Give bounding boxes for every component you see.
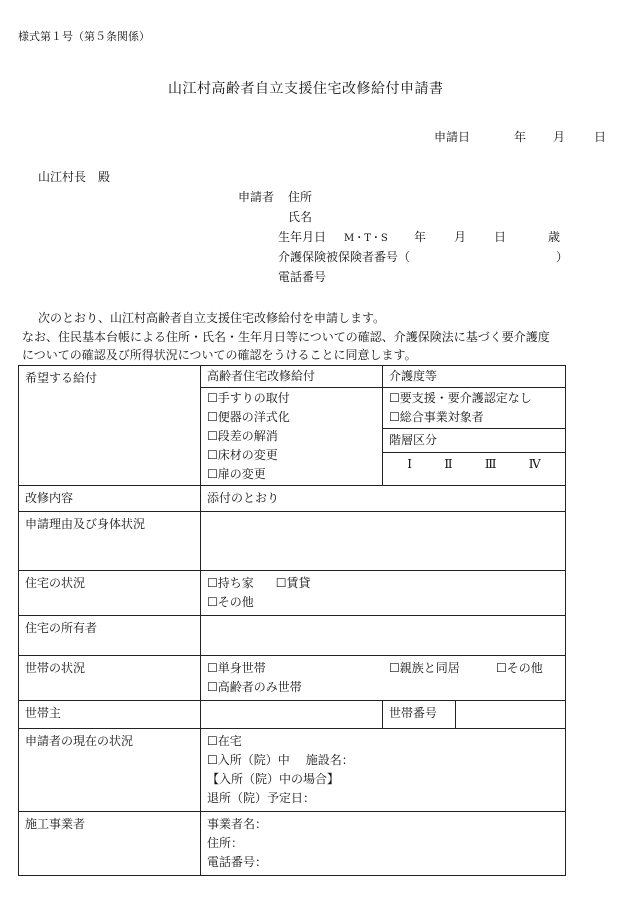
contractor-details: [201, 812, 566, 876]
owner-label: 住宅の所有者: [19, 616, 201, 656]
head-number-value[interactable]: [456, 701, 566, 729]
applicant-age: 歳: [548, 230, 561, 244]
table-row: [19, 812, 566, 876]
addressee: 山江村長 殿: [38, 170, 111, 184]
tier-1: Ⅰ: [407, 457, 412, 471]
current-home-checkbox[interactable]: ☐在宅: [207, 734, 242, 748]
care-list: [383, 388, 565, 429]
applicant-era: M・T・S: [344, 233, 388, 244]
list-item: ☐要支援・要介護認定なし: [389, 391, 532, 405]
table-row: [19, 729, 566, 812]
household-family-checkbox[interactable]: ☐親族と同居: [389, 661, 460, 675]
tier-options: [383, 453, 565, 474]
date-year: 年: [514, 130, 527, 144]
housing-options: [201, 571, 566, 616]
intro-line-3: についての確認及び所得状況についての確認をうけることに同意します。: [22, 348, 417, 362]
insurance-number-label: 介護保険被保険者番号（: [278, 250, 411, 264]
head-number-label: 世帯番号: [383, 701, 456, 729]
head-value[interactable]: [201, 701, 383, 729]
household-label: 世帯の状況: [19, 656, 201, 701]
table-row: [19, 366, 566, 486]
table-row: [19, 656, 566, 701]
head-label: 世帯主: [19, 701, 201, 729]
owner-value[interactable]: [201, 616, 566, 656]
table-row: [19, 616, 566, 656]
contractor-phone-label: 電話番号：: [207, 855, 268, 869]
applicant-phone: 電話番号: [278, 270, 327, 284]
household-single-checkbox[interactable]: ☐単身世帯: [207, 661, 266, 675]
care-header: 介護度等: [383, 366, 565, 388]
household-elderly-checkbox[interactable]: ☐高齢者のみ世帯: [207, 680, 302, 694]
care-cell: [383, 366, 566, 486]
list-item: ☐手すりの取付: [207, 391, 290, 405]
institution-case-note: 【入所（院）中の場合】: [207, 772, 340, 786]
date-day: 日: [594, 130, 607, 144]
intro-line-2: なお、住民基本台帳による住所・氏名・生年月日等についての確認、介護保険法に基づく要介護度: [22, 330, 550, 344]
date-label: 申請日: [434, 130, 471, 144]
housing-rent-checkbox[interactable]: ☐賃貸: [275, 576, 311, 590]
list-item: ☐扉の変更: [207, 467, 266, 481]
contractor-label: 施工事業者: [19, 812, 201, 876]
page-title: 山江村高齢者自立支援住宅改修給付申請書: [168, 81, 444, 97]
applicant-address: 住所: [288, 190, 313, 204]
form-number: 様式第１号（第５条関係）: [18, 30, 150, 43]
birth-day: 日: [494, 230, 507, 244]
contractor-address-label: 住所：: [207, 836, 244, 850]
benefit-header: 高齢者住宅改修給付: [201, 366, 382, 388]
modification-label: 改修内容: [19, 486, 201, 512]
benefit-cell: [201, 366, 383, 486]
insurance-number-close: ）: [556, 250, 569, 264]
facility-name-label: 施設名：: [305, 753, 354, 767]
household-other-checkbox[interactable]: ☐その他: [496, 661, 543, 675]
tier-2: Ⅱ: [444, 457, 453, 471]
housing-owned-checkbox[interactable]: ☐持ち家: [207, 576, 254, 590]
intro-line-1: 次のとおり、山江村高齢者自立支援住宅改修給付を申請します。: [38, 311, 386, 325]
benefit-list: [201, 388, 382, 485]
modification-value: 添付のとおり: [201, 486, 566, 512]
list-item: ☐段差の解消: [207, 429, 278, 443]
tier-header: 階層区分: [383, 429, 565, 453]
reason-label: 申請理由及び身体状況: [19, 512, 201, 571]
list-item: ☐便器の洋式化: [207, 410, 290, 424]
list-item: ☐床材の変更: [207, 448, 278, 462]
current-status-options: [201, 729, 566, 812]
housing-other-checkbox[interactable]: ☐その他: [207, 595, 254, 609]
housing-label: 住宅の状況: [19, 571, 201, 616]
applicant-label: 申請者: [238, 190, 275, 204]
discharge-date-label: 退所（院）予定日：: [207, 791, 316, 805]
list-item: ☐総合事業対象者: [389, 410, 484, 424]
applicant-birth: 生年月日: [278, 230, 327, 244]
reason-value[interactable]: [201, 512, 566, 571]
desired-benefit-label: 希望する給付: [19, 366, 201, 486]
applicant-name: 氏名: [288, 210, 313, 224]
current-status-label: 申請者の現在の状況: [19, 729, 201, 812]
table-row: [19, 701, 566, 729]
date-month: 月: [553, 130, 566, 144]
tier-4: Ⅳ: [528, 457, 541, 471]
application-table: [18, 365, 566, 876]
current-institution-checkbox[interactable]: ☐入所（院）中: [207, 753, 290, 767]
table-row: [19, 571, 566, 616]
birth-year: 年: [414, 230, 427, 244]
birth-month: 月: [454, 230, 467, 244]
contractor-name-label: 事業者名：: [207, 817, 268, 831]
table-row: [19, 486, 566, 512]
tier-3: Ⅲ: [484, 457, 497, 471]
table-row: [19, 512, 566, 571]
household-options: [201, 656, 566, 701]
